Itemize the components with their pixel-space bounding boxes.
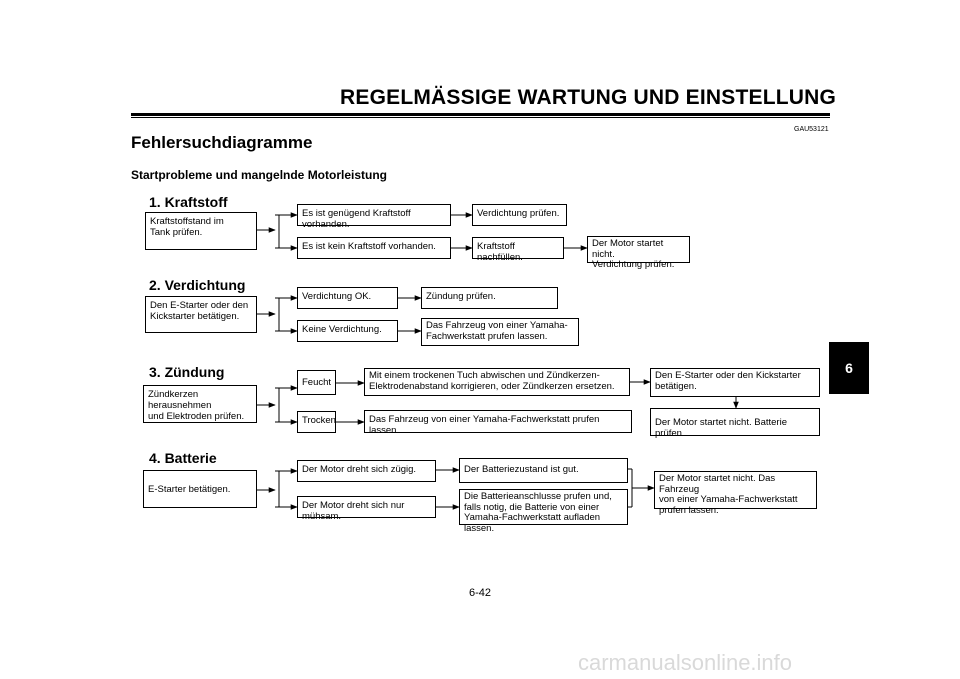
- ignition-option-wet: Feucht: [297, 370, 336, 395]
- fuel-result-no-start: Der Motor startet nicht. Verdichtung prüfen.: [587, 236, 690, 263]
- page-heading: Fehlersuchdiagramme: [131, 133, 313, 152]
- ignition-result-clean-plugs: Mit einem trockenen Tuch abwischen und Zündkerzen- Elektrodenabstand korrigieren, oder Zündkerzen ersetzen.: [364, 368, 630, 396]
- ignition-result-workshop: Das Fahrzeug von einer Yamaha-Fachwerkstatt prufen lassen.: [364, 410, 632, 433]
- battery-option-slow: Der Motor dreht sich nur mühsam.: [297, 496, 436, 518]
- section-title-battery: 4. Batterie: [149, 450, 217, 466]
- ignition-result-press-starter: Den E-Starter oder den Kickstarter betätigen.: [650, 368, 820, 397]
- watermark: carmanualsonline.info: [578, 650, 793, 675]
- section-title-ignition: 3. Zündung: [149, 364, 225, 380]
- compression-result-ignition: Zündung prüfen.: [421, 287, 558, 309]
- header-title: REGELMÄSSIGE WARTUNG UND EINSTELLUNG: [340, 86, 837, 109]
- fuel-start-box: Kraftstoffstand im Tank prüfen.: [145, 212, 257, 250]
- compression-result-workshop: Das Fahrzeug von einer Yamaha- Fachwerkstatt prufen lassen.: [421, 318, 579, 346]
- compression-option-none: Keine Verdichtung.: [297, 320, 398, 342]
- battery-result-workshop: Der Motor startet nicht. Das Fahrzeug von einer Yamaha-Fachwerkstatt prufen lassen.: [654, 471, 817, 509]
- compression-start-box: Den E-Starter oder den Kickstarter betätigen.: [145, 296, 257, 333]
- fuel-option-none: Es ist kein Kraftstoff vorhanden.: [297, 237, 451, 259]
- fuel-result-compression: Verdichtung prüfen.: [472, 204, 567, 226]
- page-subheading: Startprobleme und mangelnde Motorleistung: [131, 168, 388, 182]
- compression-option-ok: Verdichtung OK.: [297, 287, 398, 309]
- fuel-result-refill: Kraftstoff nachfüllen.: [472, 237, 564, 259]
- ignition-result-check-battery: Der Motor startet nicht. Batterie prüfen.: [650, 408, 820, 436]
- section-title-compression: 2. Verdichtung: [149, 277, 246, 293]
- fuel-option-enough: Es ist genügend Kraftstoff vorhanden.: [297, 204, 451, 226]
- ignition-option-dry: Trocken: [297, 411, 336, 433]
- battery-result-good: Der Batteriezustand ist gut.: [459, 458, 628, 483]
- battery-result-check-terminals: Die Batterieanschlusse prufen und, falls notig, die Batterie von einer Yamaha-Fachwerkstatt aufladen lassen.: [459, 489, 628, 525]
- battery-option-quick: Der Motor dreht sich zügig.: [297, 460, 436, 482]
- ignition-start-box: Zündkerzen herausnehmen und Elektroden prüfen.: [143, 385, 257, 423]
- section-title-fuel: 1. Kraftstoff: [149, 194, 228, 210]
- chapter-tab: 6: [829, 342, 869, 394]
- battery-start-box: E-Starter betätigen.: [143, 470, 257, 508]
- page-number: 6-42: [469, 587, 492, 599]
- reference-code: GAU53121: [794, 126, 829, 133]
